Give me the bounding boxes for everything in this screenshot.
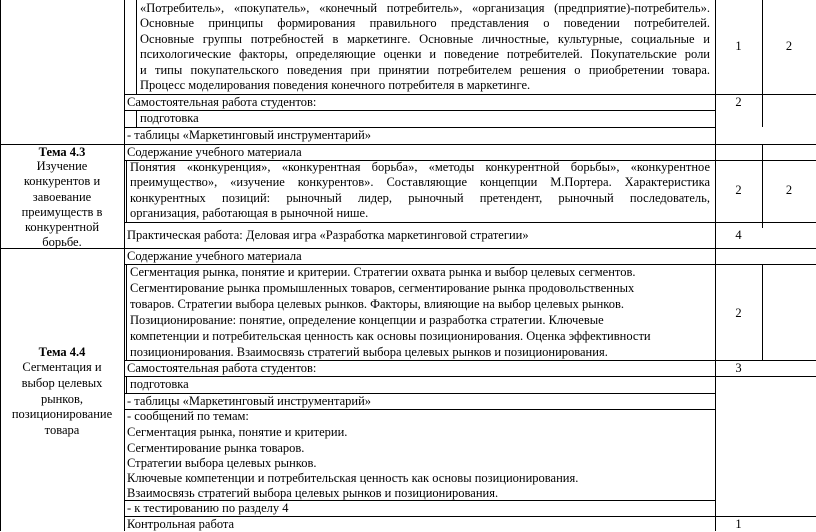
text-line: позиционирования. Взаимосвязь стратегий выбора целевых рынков и позиционирования. bbox=[130, 345, 608, 359]
level-column-border-1 bbox=[762, 0, 763, 127]
text-line: Понятия «конкуренция», «конкурентная борьба», «методы конкурентной борьбы», «конкурентное bbox=[130, 160, 710, 174]
content-header: Содержание учебного материала bbox=[127, 145, 302, 159]
topic-name-line: Изучение bbox=[36, 159, 88, 173]
level-value: 2 bbox=[785, 39, 793, 53]
message-item: Взаимосвязь стратегий выбора целевых рынков и позиционирования. bbox=[127, 486, 499, 500]
message-item: Сегментация рынка, понятие и критерии. bbox=[127, 425, 348, 439]
topic-name-line: завоевание bbox=[32, 190, 92, 204]
hours-value: 1 bbox=[735, 39, 742, 53]
inner-frame-left-2 bbox=[136, 110, 137, 127]
topic-name-line: выбор целевых bbox=[21, 376, 103, 390]
row-line bbox=[124, 222, 816, 223]
inner-frame-left-3 bbox=[126, 160, 127, 222]
content-header: Содержание учебного материала bbox=[127, 249, 302, 263]
message-item: Стратегии выбора целевых рынков. bbox=[127, 456, 317, 470]
topic-name-line: преимуществ в bbox=[21, 205, 103, 219]
self-work-label: Самостоятельная работа студентов: bbox=[127, 361, 317, 375]
prep-label: подготовка bbox=[140, 111, 199, 125]
control-work-hours: 1 bbox=[735, 517, 742, 531]
inner-frame-left-5 bbox=[126, 376, 127, 393]
text-line: и типы покупательского поведения при принятии потребителем решения о приобретении товара. bbox=[140, 63, 710, 77]
text-line: Процесс моделирования поведения конечного потребителя в маркетинге. bbox=[140, 78, 531, 92]
row-line bbox=[124, 110, 716, 111]
text-line: организация, работающая в рыночной нише. bbox=[130, 206, 369, 220]
messages-header: - сообщений по темам: bbox=[127, 409, 249, 423]
hours-value: 2 bbox=[735, 306, 742, 320]
tables-item: - таблицы «Маркетинговый инструментарий» bbox=[127, 128, 372, 142]
text-line: Сегментирование рынка промышленных товаров, сегментирование рынка продовольственных bbox=[130, 281, 635, 295]
self-work-hours: 3 bbox=[735, 361, 742, 375]
text-line: Позиционирование: понятие, определение концепции и разработка стратегии. Ключевые bbox=[130, 313, 604, 327]
text-line: Основные группы потребностей в маркетинге. Основные личностные, культурные, социальные и bbox=[140, 32, 710, 46]
message-item: Ключевые компетенции и потребительская ценность как основы позиционирования. bbox=[127, 471, 579, 485]
text-line: психологические факторы, определяющие оценки и поведение потребителей. Покупательские роли bbox=[140, 47, 710, 61]
topic-title: Тема 4.3 bbox=[38, 145, 86, 159]
table-border-left bbox=[0, 0, 1, 531]
level-column-border-3 bbox=[762, 264, 763, 360]
hours-value: 2 bbox=[735, 183, 742, 197]
topic-name-line: конкурентной bbox=[24, 220, 100, 234]
topic-title: Тема 4.4 bbox=[38, 345, 86, 359]
topic-name-line: Сегментация и bbox=[22, 360, 102, 374]
inner-frame-left-4 bbox=[126, 264, 127, 360]
self-work-label: Самостоятельная работа студентов: bbox=[127, 95, 317, 109]
topic-column-border bbox=[124, 0, 125, 531]
text-line: преимущество», «изучение конкурентов». Составляющие концепции М.Портера. Характеристика bbox=[130, 175, 710, 189]
prep-label: подготовка bbox=[130, 377, 189, 391]
control-work-label: Контрольная работа bbox=[127, 517, 235, 531]
topic-name-line: борьбе. bbox=[42, 235, 82, 249]
self-work-hours: 2 bbox=[735, 95, 742, 109]
topic-name-line: позиционирование bbox=[11, 407, 113, 421]
practical-work: Практическая работа: Деловая игра «Разработка маркетинговой стратегии» bbox=[127, 228, 529, 242]
hours-column-border bbox=[715, 0, 716, 531]
text-line: «Потребитель», «покупатель», «конечный потребитель», «организация (предприятие)-потребитель». bbox=[140, 1, 710, 15]
text-line: Сегментация рынка, понятие и критерии. Стратегии охвата рынка и выбор целевых сегментов. bbox=[130, 265, 636, 279]
topic-name-line: рынков, bbox=[40, 392, 84, 406]
text-line: товаров. Стратегии выбора целевых рынков. Факторы, влияющие на выбор целевых рынков. bbox=[130, 297, 625, 311]
level-value: 2 bbox=[785, 183, 793, 197]
text-line: конкурентных позиций: рыночный лидер, рыночный претендент, рыночный последователь, bbox=[130, 191, 710, 205]
practical-hours: 4 bbox=[735, 228, 742, 242]
topic-name-line: конкурентов и bbox=[23, 174, 101, 188]
message-item: Сегментирование рынка товаров. bbox=[127, 441, 305, 455]
row-line bbox=[124, 376, 816, 377]
tables-item: - таблицы «Маркетинговый инструментарий» bbox=[127, 394, 372, 408]
text-line: Основные принципы формирования правильного представления о поведении потребителей. bbox=[140, 16, 710, 30]
inner-frame-left-1 bbox=[136, 0, 137, 94]
text-line: компетенции и потребительская ценность как основы позиционирования. Оценка эффективности bbox=[130, 329, 651, 343]
topic-name-line: товара bbox=[44, 423, 80, 437]
testing-item: - к тестированию по разделу 4 bbox=[127, 501, 289, 515]
